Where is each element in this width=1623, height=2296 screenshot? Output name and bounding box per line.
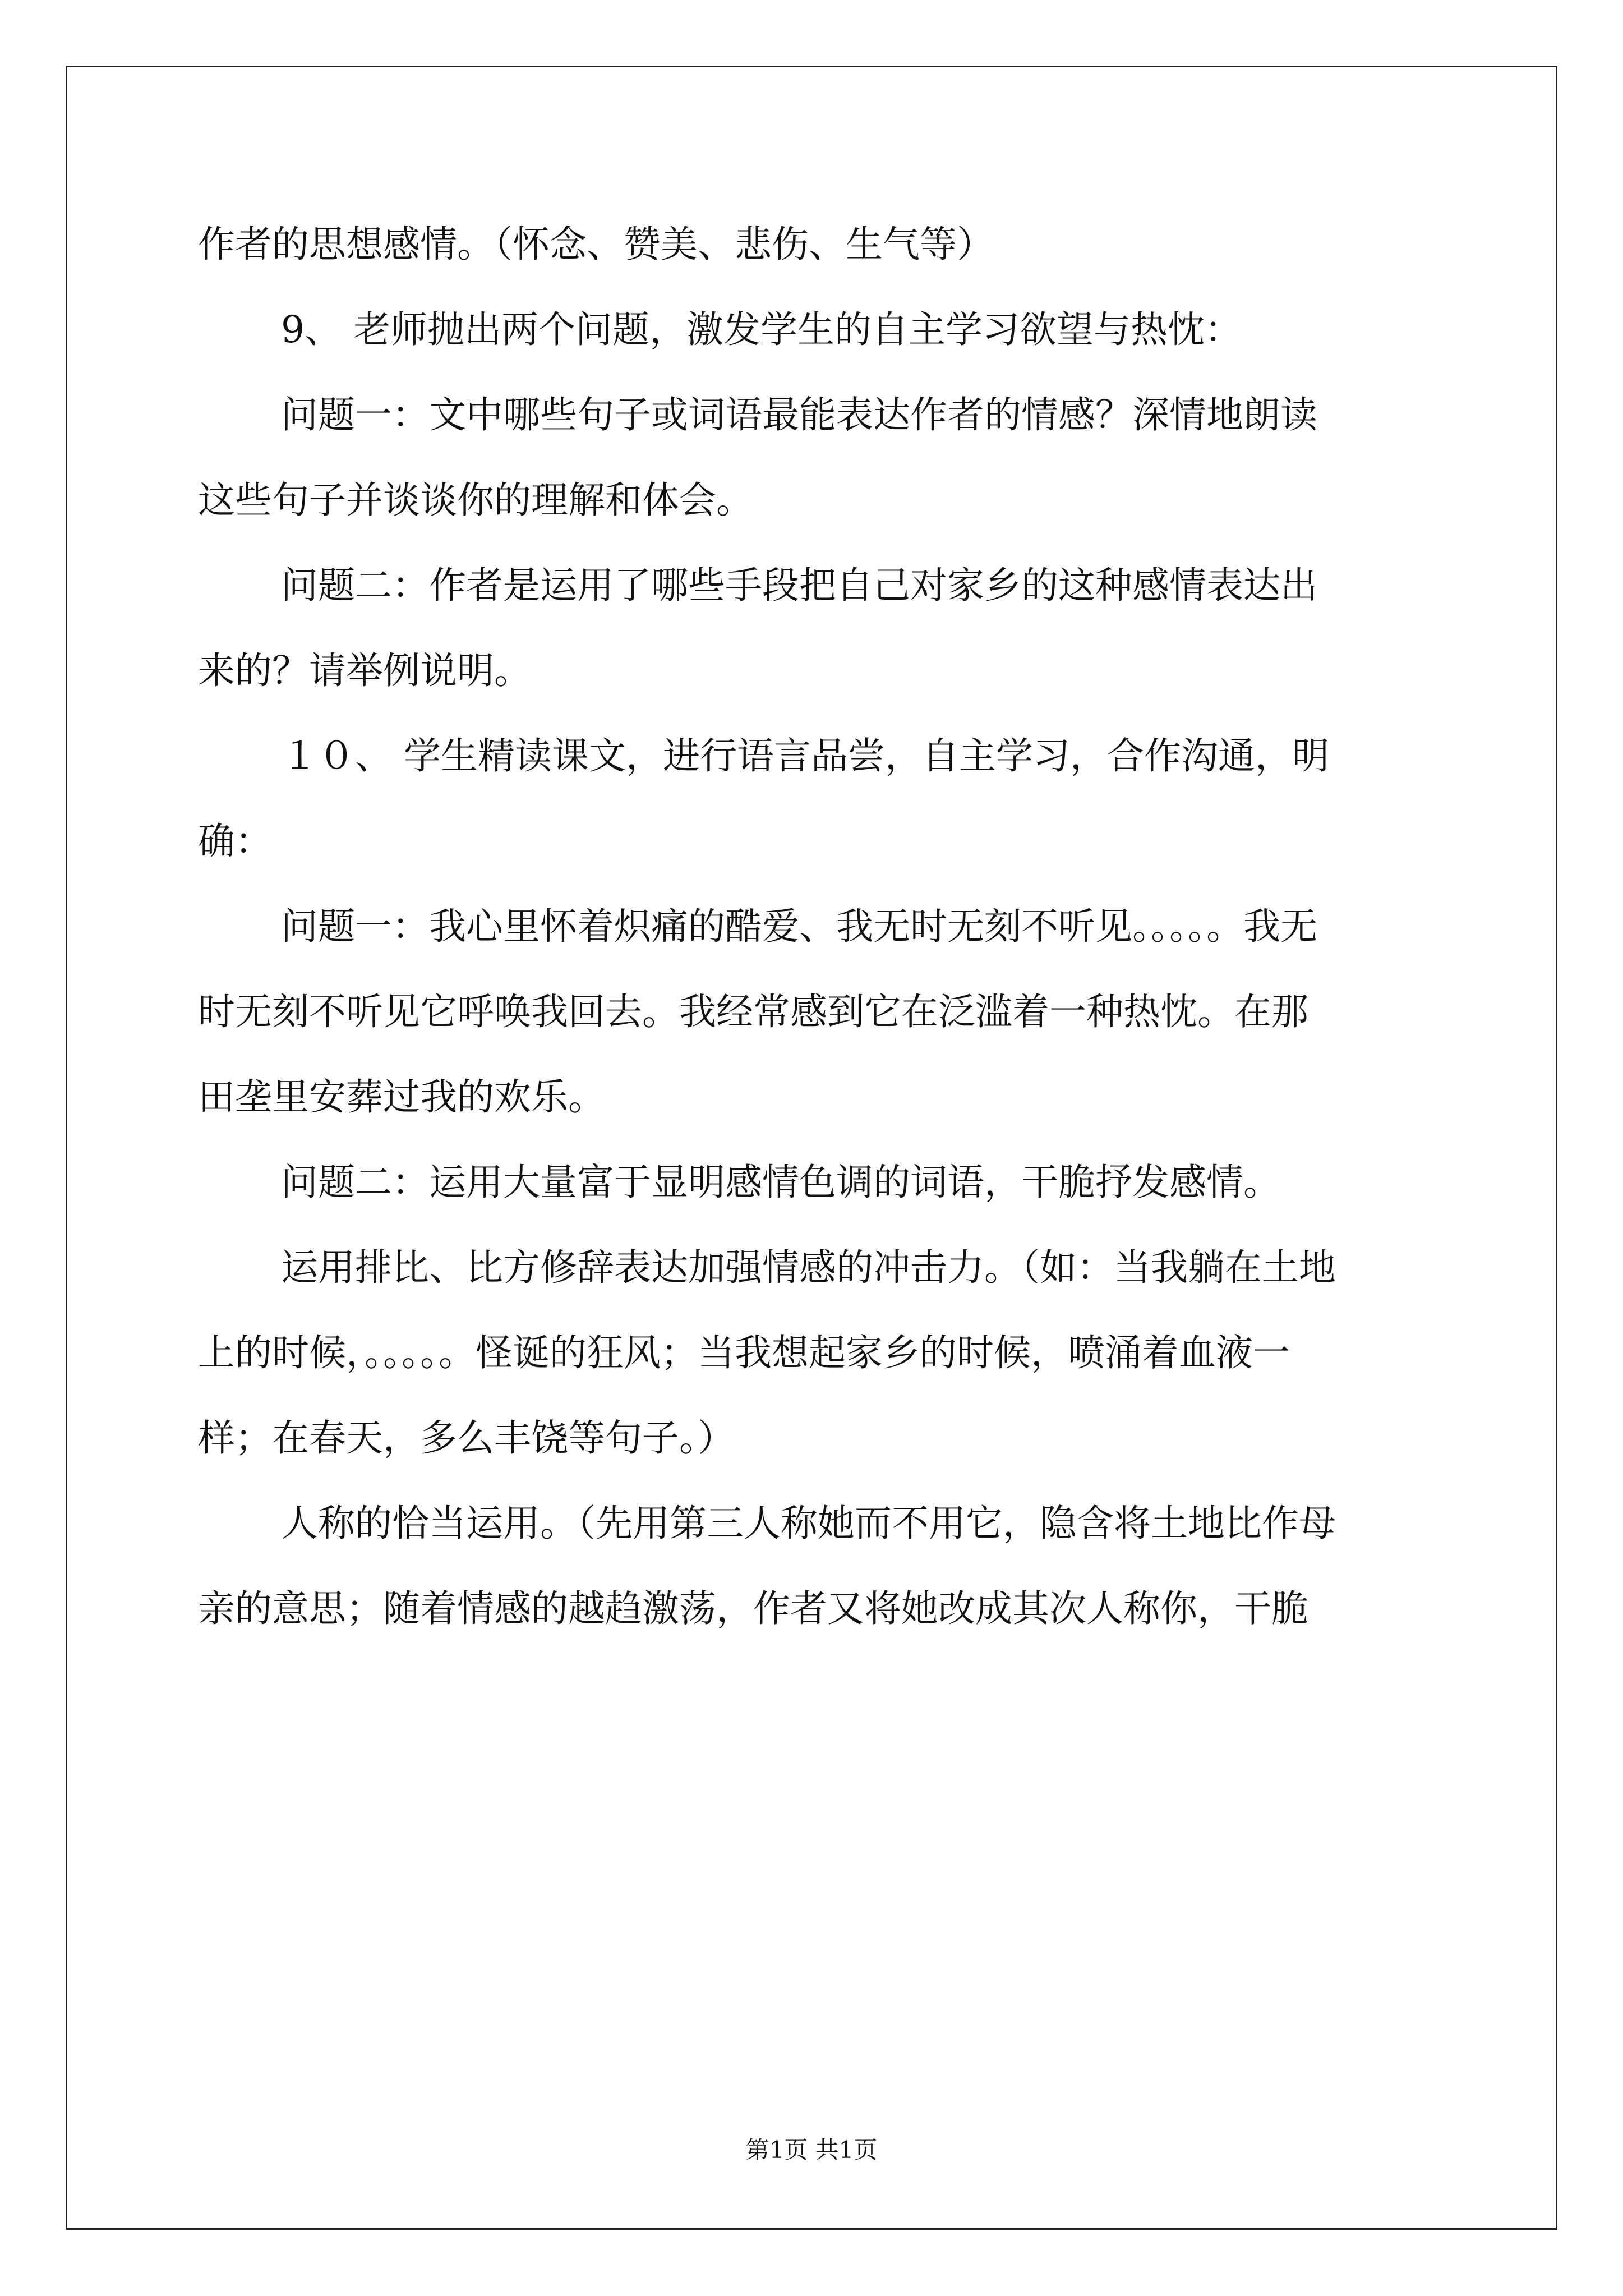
page-number-footer bbox=[0, 2132, 1623, 2165]
text-line: 运用排比、比方修辞表达加强情感的冲击力。（如：当我躺在土地 bbox=[281, 1246, 1336, 1289]
text-line: 上的时候，。。。。。怪诞的狂风；当我想起家乡的时候，喷涌着血液一 bbox=[198, 1331, 1290, 1374]
text-line: 来的？请举例说明。 bbox=[198, 649, 531, 692]
text-line: 问题二：作者是运用了哪些手段把自己对家乡的这种感情表达出 bbox=[281, 564, 1317, 607]
document-body bbox=[198, 202, 1432, 1651]
text-line: 人称的恰当运用。（先用第三人称她而不用它，隐含将土地比作母 bbox=[281, 1502, 1336, 1545]
text-line: 样；在春天，多么丰饶等句子。） bbox=[198, 1416, 735, 1460]
page-info: 第1页 共1页 bbox=[745, 2136, 878, 2164]
text-line: 问题一：我心里怀着炽痛的酷爱、我无时无刻不听见。。。。。我无 bbox=[281, 905, 1317, 948]
text-line: 作者的思想感情。（怀念、赞美、悲伤、生气等） bbox=[198, 223, 994, 266]
text-line: 确： bbox=[198, 820, 272, 863]
text-line: １０、 学生精读课文，进行语言品尝，自主学习，合作沟通，明 bbox=[281, 734, 1329, 777]
text-line: 田垄里安葬过我的欢乐。 bbox=[198, 1075, 605, 1119]
text-line: 9、 老师抛出两个问题，激发学生的自主学习欲望与热忱： bbox=[281, 308, 1242, 351]
text-line: 亲的意思；随着情感的越趋激荡，作者又将她改成其次人称你，干脆 bbox=[198, 1587, 1308, 1630]
text-line: 这些句子并谈谈你的理解和体会。 bbox=[198, 478, 753, 522]
text-line: 问题二：运用大量富于显明感情色调的词语，干脆抒发感情。 bbox=[281, 1161, 1280, 1204]
text-line: 问题一：文中哪些句子或词语最能表达作者的情感？深情地朗读 bbox=[281, 393, 1317, 436]
text-line: 时无刻不听见它呼唤我回去。我经常感到它在泛滥着一种热忱。在那 bbox=[198, 990, 1308, 1033]
